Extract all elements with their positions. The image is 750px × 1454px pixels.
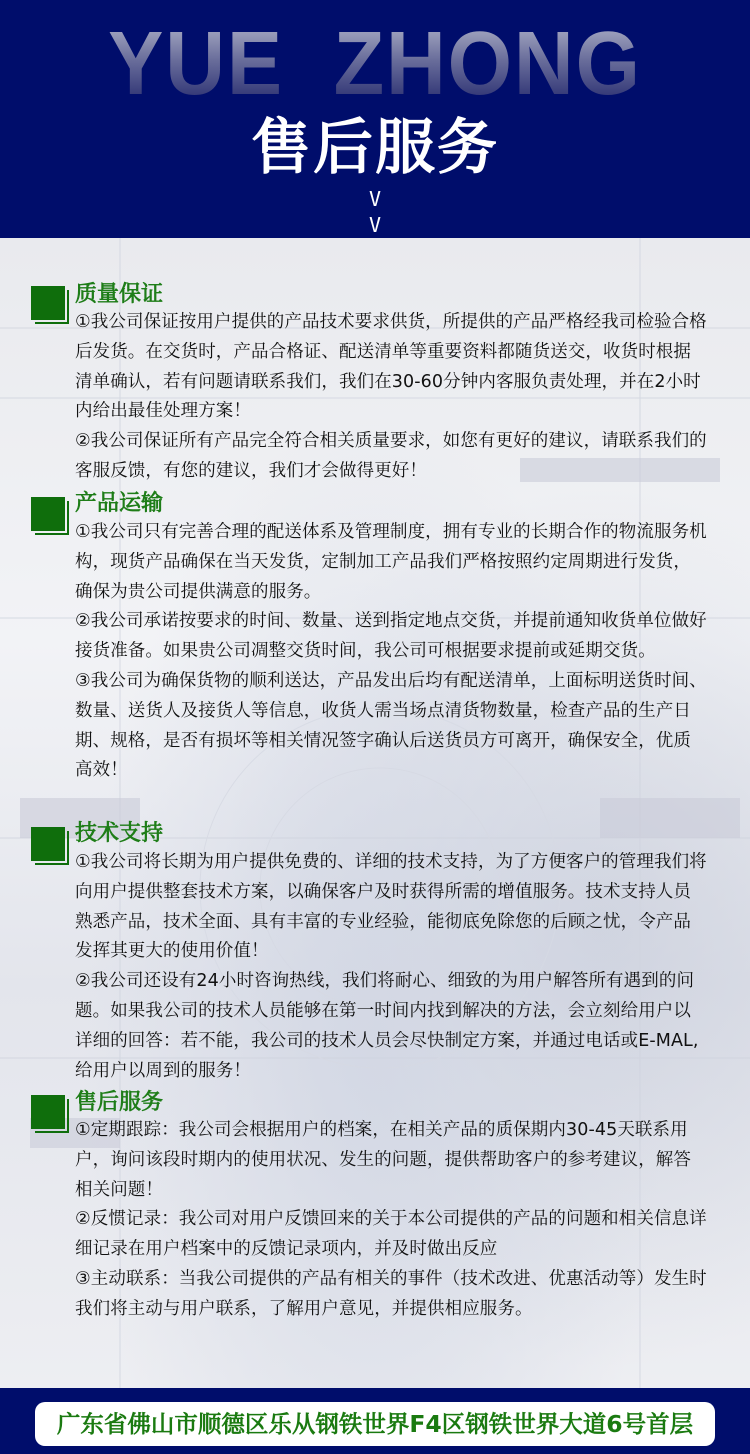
paragraph: ②我公司还设有24小时咨询热线，我们将耐心、细致的为用户解答所有遇到的问题。如果我公司的技术人员能够在第一时间内找到解决的方法，会立刻给用户以详细的回答：若不能，我公司的技术人员会尽快制定方案，并通过电话或E-MAL,给用户以周到的服务！ <box>75 971 699 1081</box>
section-title-quality: 质量保证 <box>75 282 164 307</box>
paragraph: ③主动联系：当我公司提供的产品有相关的事件（技术改进、优惠活动等）发生时我们将主动与用户联系，了解用户意见，并提供相应服务。 <box>75 1268 707 1319</box>
section-title-tech-support: 技术支持 <box>75 821 164 846</box>
paragraph: ②我公司承诺按要求的时间、数量、送到指定地点交货，并提前通知收货单位做好接货准备。如果贵公司凋整交货时间，我公司可根据要求提前或延期交货。 <box>75 611 707 662</box>
section-body-after-sales <box>75 1116 707 1325</box>
chevron-down-icon: V <box>368 213 382 237</box>
page-title: 售后服务 <box>251 113 499 183</box>
header-banner <box>0 0 750 238</box>
brand-english-title: YUE ZHONG <box>30 14 720 114</box>
section-marker-icon <box>31 497 65 531</box>
paragraph: ①我公司只有完善合理的配送体系及管理制度，拥有专业的长期合作的物流服务机构，现货产品确保在当天发货，定制加工产品我们严格按照约定周期进行发货，确保为贵公司提供满意的服务。 <box>75 522 707 602</box>
paragraph: ①定期跟踪：我公司会根据用户的档案，在相关产品的质保期内30-45天联系用户，询问该段时期内的使用状况、发生的问题，提供帮助客户的参考建议，解答相关问题！ <box>75 1120 691 1200</box>
section-body-tech-support <box>75 848 707 1086</box>
paragraph: ①我公司保证按用户提供的产品技术要求供货，所提供的产品严格经我司检验合格后发货。在交货时，产品合格证、配送清单等重要资料都随货送交，收货时根据清单确认，若有问题请联系我们，我们在30-60分钟内客服负责处理，并在2小时内给出最佳处理方案！ <box>75 312 707 422</box>
section-body-quality <box>75 308 707 487</box>
footer-bar <box>0 1388 750 1454</box>
chevron-down-icon: V <box>368 187 382 211</box>
section-title-after-sales: 售后服务 <box>75 1090 164 1115</box>
section-body-shipping <box>75 518 707 786</box>
section-title-shipping: 产品运输 <box>75 491 164 516</box>
address-label: 广东省佛山市顺德区乐从钢铁世界F4区钢铁世界大道6号首层 <box>35 1402 715 1446</box>
section-marker-icon <box>31 286 65 320</box>
paragraph: ①我公司将长期为用户提供免费的、详细的技术支持，为了方便客户的管理我们将向用户提供整套技术方案，以确保客户及时获得所需的增值服务。技术支持人员熟悉产品，技术全面、具有丰富的专业经验，能彻底免除您的后顾之忧，令产品发挥其更大的使用价值！ <box>75 852 707 962</box>
section-marker-icon <box>31 1095 65 1129</box>
paragraph: ③我公司为确保货物的顺利送达，产品发出后均有配送清单，上面标明送货时间、数量、送货人及接货人等信息，收货人需当场点清货物数量，检查产品的生产日期、规格，是否有损坏等相关情况签字确认后送货员方可离开，确保安全，优质高效！ <box>75 670 707 781</box>
paragraph: ②我公司保证所有产品完全符合相关质量要求，如您有更好的建议，请联系我们的客服反馈，有您的建议，我们才会做得更好！ <box>75 431 707 481</box>
section-marker-icon <box>31 827 65 861</box>
paragraph: ②反惯记录：我公司对用户反馈回来的关于本公司提供的产品的问题和相关信息详细记录在用户档案中的反馈记录项内，并及时做出反应 <box>75 1209 707 1260</box>
content-area <box>0 238 750 1388</box>
